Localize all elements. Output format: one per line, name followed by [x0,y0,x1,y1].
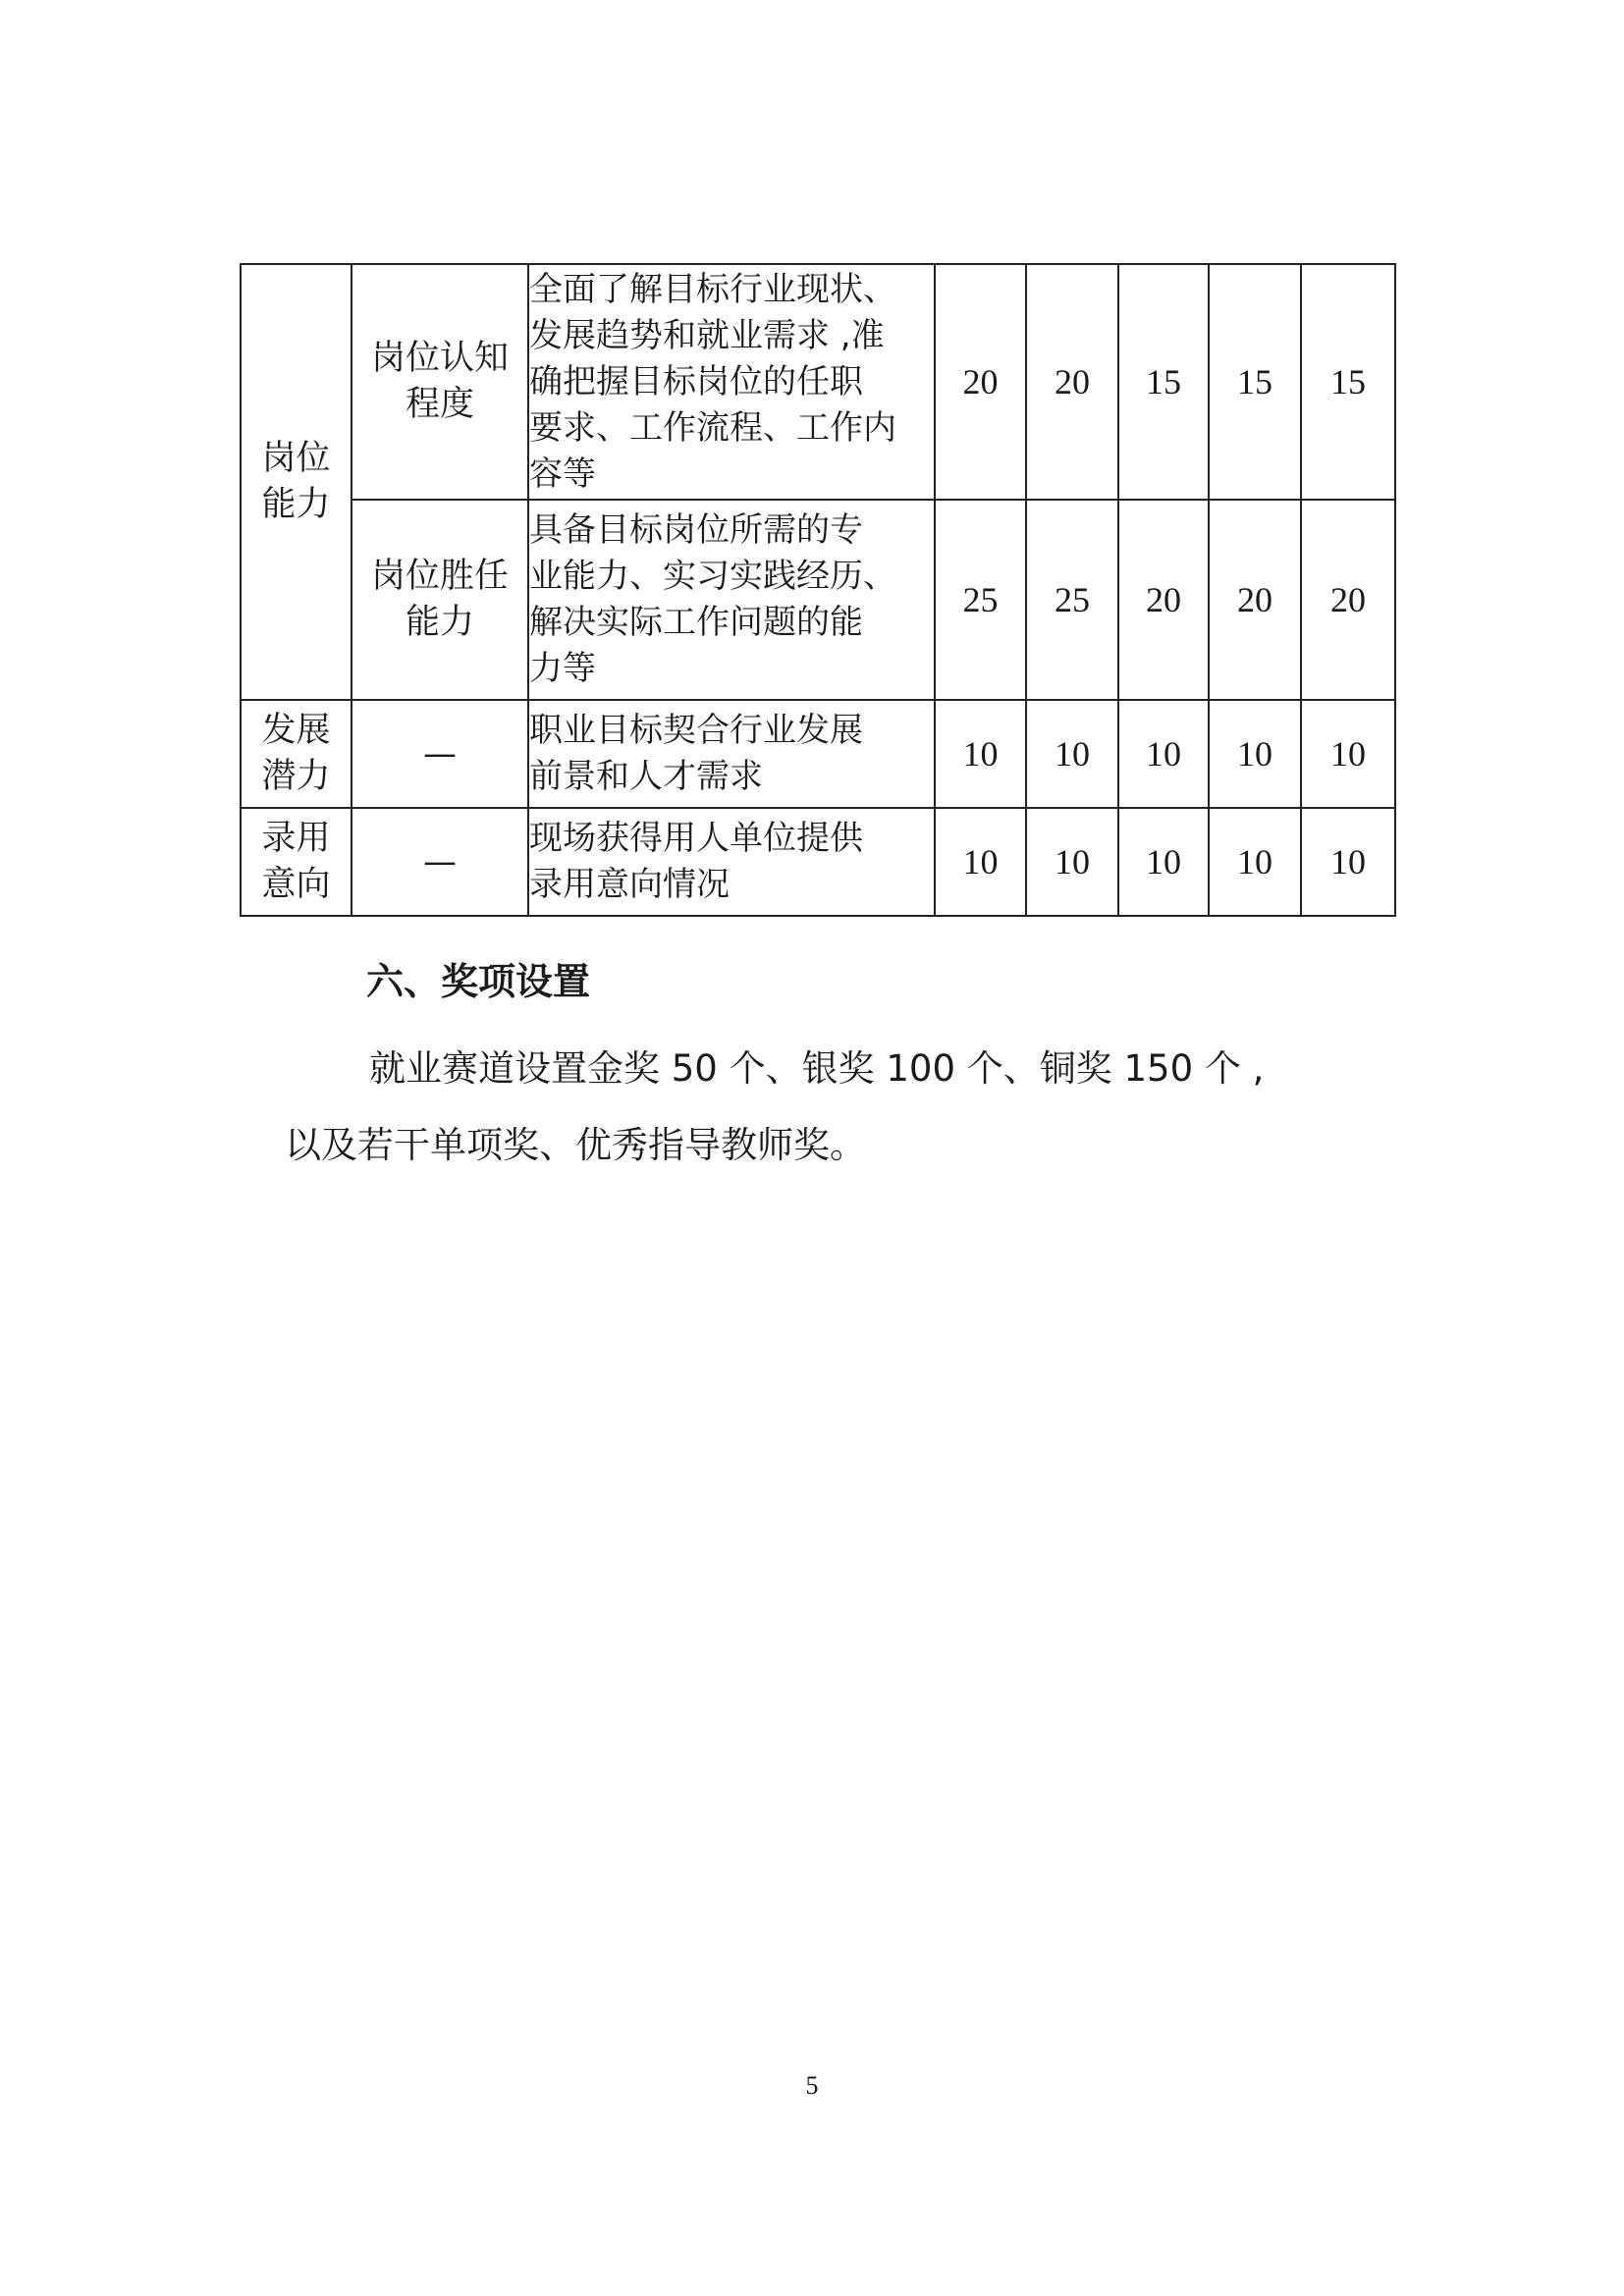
score-cell: 10 [1118,808,1209,916]
score-cell: 20 [1209,500,1301,700]
score-cell: 15 [1118,264,1209,500]
score-cell: 25 [1026,500,1118,700]
sub-item-cell: 岗位认知 程度 [352,264,528,500]
category-cell: 岗位 能力 [241,264,352,700]
score-cell: 15 [1301,264,1395,500]
section-heading: 六、奖项设置 [366,960,591,1003]
score-cell: 10 [1026,808,1118,916]
score-cell: 25 [935,500,1026,700]
score-cell: 10 [1209,700,1301,808]
score-cell: 10 [1209,808,1301,916]
score-cell: 20 [935,264,1026,500]
score-cell: 20 [1118,500,1209,700]
scoring-table [240,263,1396,917]
sub-item-cell: 岗位胜任 能力 [352,500,528,700]
score-cell: 20 [1026,264,1118,500]
score-cell: 10 [1301,808,1395,916]
category-cell: 发展 潜力 [241,700,352,808]
description-cell: 现场获得用人单位提供 录用意向情况 [528,808,935,916]
description-cell: 职业目标契合行业发展 前景和人才需求 [528,700,935,808]
category-cell: 录用 意向 [241,808,352,916]
description-cell: 全面了解目标行业现状、 发展趋势和就业需求 ,准 确把握目标岗位的任职 要求、工作流程、工作内 容等 [528,264,935,500]
score-cell: 10 [1301,700,1395,808]
paragraph-line: 就业赛道设置金奖 50 个、银奖 100 个、铜奖 150 个 , [369,1047,1265,1090]
empty-dash-cell: — [352,808,528,916]
score-cell: 10 [935,808,1026,916]
score-cell: 20 [1301,500,1395,700]
score-cell: 10 [935,700,1026,808]
table-row [241,700,1395,808]
table-row [241,500,1395,700]
table-row [241,808,1395,916]
score-cell: 10 [1118,700,1209,808]
page-number: 5 [805,2071,819,2100]
body-paragraph [285,1031,1384,1184]
empty-dash-cell: — [352,700,528,808]
score-cell: 15 [1209,264,1301,500]
table-row [241,264,1395,500]
description-cell: 具备目标岗位所需的专 业能力、实习实践经历、 解决实际工作问题的能 力等 [528,500,935,700]
paragraph-line: 以及若干单项奖、优秀指导教师奖。 [285,1124,866,1166]
score-cell: 10 [1026,700,1118,808]
